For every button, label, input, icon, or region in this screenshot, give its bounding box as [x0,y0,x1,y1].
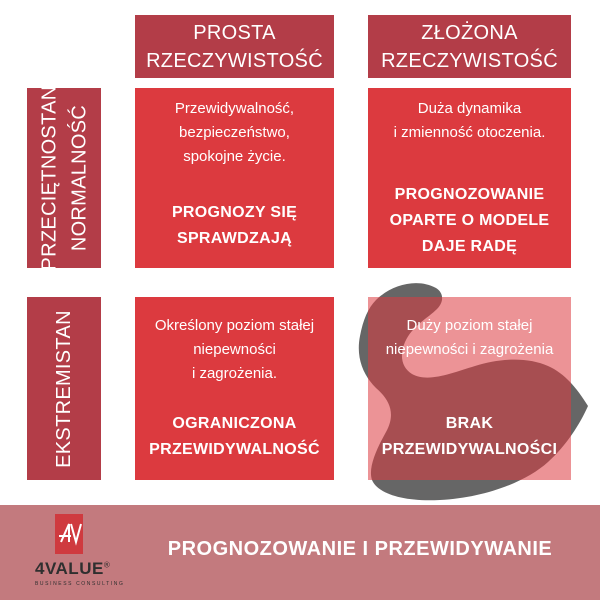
cell-description: Duża dynamika i zmienność otoczenia. [393,100,546,141]
row-header-line-1: PRZECIĘTNOSTAN [38,85,61,271]
cell-description: Określony poziom stałej niepewności i zagrożenia. [154,317,315,382]
cell-extremistan-complex [368,297,571,480]
row-header-line-1: EKSTREMISTAN [53,309,76,468]
column-header-line-1: ZŁOŻONA [421,21,518,44]
logo-brand: 4VALUE® [35,559,111,578]
cell-conclusion: PROGNOZY SIĘ SPRAWDZAJĄ [171,204,298,247]
footer-title: PROGNOZOWANIE I PRZEWIDYWANIE [167,538,553,560]
cell-description: Przewidywalność, bezpieczeństwo, spokojne życie. [174,100,295,165]
cell-conclusion: PROGNOZOWANIE OPARTE O MODELE DAJE RADĘ [389,186,550,255]
logo [35,514,130,594]
cell-description: Duży poziom stałej niepewności i zagrożenia [385,317,554,358]
row-header-line-2: NORMALNOŚĆ [68,104,91,252]
cell-conclusion: BRAK PRZEWIDYWALNOŚCI [381,415,558,458]
cell-conclusion: OGRANICZONA PRZEWIDYWALNOŚĆ [149,415,320,458]
column-header-line-1: PROSTA [193,21,276,44]
column-header-line-2: RZECZYWISTOŚĆ [146,49,323,72]
logo-mark [55,514,83,554]
column-header-line-2: RZECZYWISTOŚĆ [381,49,558,72]
logo-tagline: BUSINESS CONSULTING [35,581,125,587]
